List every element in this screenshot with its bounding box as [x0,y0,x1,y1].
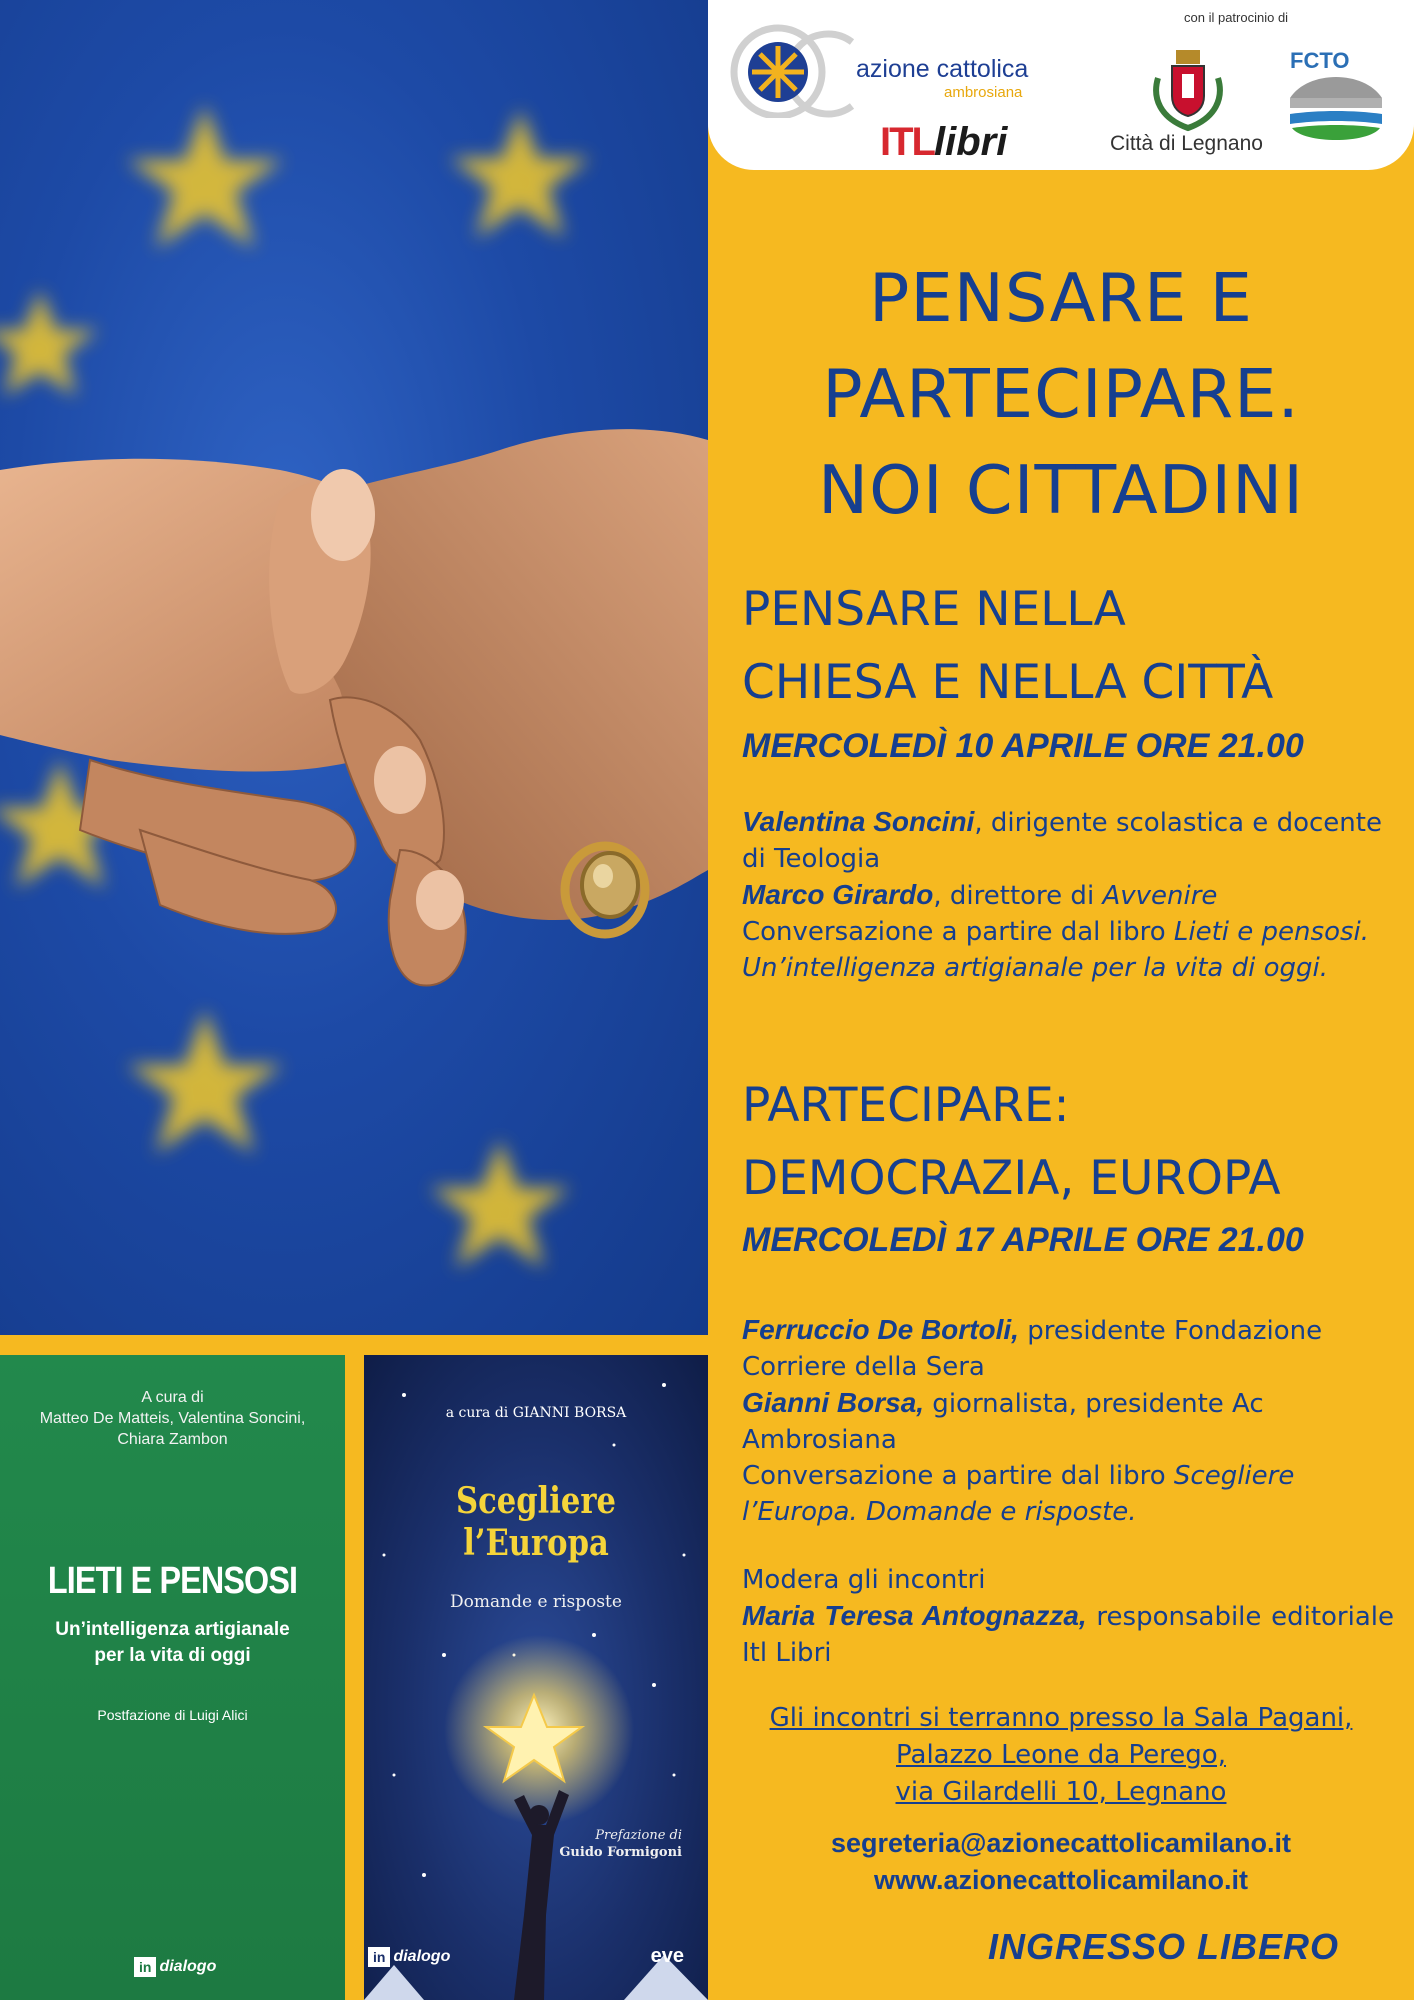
event2-speaker1-role: presidente Fondazione Corriere della Sera [742,1316,1323,1382]
event1-title-line-1: PENSARE NELLA [742,582,1126,637]
contact-email-link[interactable]: segreteria@azionecattolicamilano.it [831,1828,1291,1858]
starry-sky-illustration [364,1355,708,2000]
blue-book-title-line-2: l’Europa [463,1522,609,1564]
blue-book-publisher-logo [368,1947,450,1967]
green-book-subtitle-line-2: per la vita di oggi [94,1645,251,1666]
green-book-curated-line-3: Chiara Zambon [117,1431,228,1448]
blue-book-title [390,1480,682,1564]
fcto-label: FCTO [1290,48,1350,73]
blue-book-prefazione [559,1827,682,1861]
green-book-postfazione: Postfazione di Luigi Alici [97,1707,248,1723]
venue-line-2: Palazzo Leone da Perego, [896,1740,1226,1770]
green-book-curated-line-1: A cura di [141,1389,204,1406]
moderator-block [742,1562,1394,1671]
main-title-line-1: PENSARE E [869,259,1253,337]
azione-cattolica-sub: ambrosiana [944,84,1023,101]
event2-details [742,1312,1394,1530]
main-title-line-2: PARTECIPARE. [822,355,1300,433]
green-book-curators [0,1387,345,1450]
green-book-subtitle [0,1617,345,1669]
event1-speaker2-role: , direttore di [933,881,1103,911]
event2-speaker1-name: Ferruccio De Bortoli, [742,1314,1019,1345]
event1-title-line-2: CHIESA E NELLA CITTÀ [742,655,1274,710]
blue-book-pref-name: Guido Formigoni [559,1845,682,1860]
azione-cattolica-logo-icon [730,22,860,118]
fcto-logo-icon [1288,70,1384,146]
ingresso-libero: INGRESSO LIBERO [988,1926,1340,1967]
event1-conversation: Conversazione a partire dal libro [742,917,1174,947]
publisher-mark-icon: in [368,1947,390,1967]
blue-book-publisher: dialogo [393,1948,451,1965]
green-book-title: LIETI E PENSOSI [47,1560,298,1602]
moderator-intro: Modera gli incontri [742,1565,986,1595]
venue-info [708,1700,1414,1811]
logo-bar [708,0,1414,170]
event1-speaker2-name: Marco Girardo [742,879,934,910]
event2-book: Scegliere l’Europa. Domande e risposte. [742,1461,1295,1527]
event1-speaker1-role: , dirigente scolastica e docente di Teologia [742,808,1382,874]
venue-line-1: Gli incontri si terranno presso la Sala Pagani, [769,1703,1353,1733]
event2-date: MERCOLEDÌ 17 APRILE ORE 21.00 [742,1221,1304,1259]
main-title-line-3: NOI CITTADINI [818,451,1304,529]
venue-line-3: via Gilardelli 10, Legnano [895,1777,1227,1807]
main-title [708,250,1414,538]
green-book-publisher-logo [134,1957,216,1977]
event2-speaker2-name: Gianni Borsa, [742,1387,925,1418]
event2-title-line-1: PARTECIPARE: [742,1078,1070,1133]
green-book-subtitle-line-1: Un’intelligenza artigianale [55,1619,290,1640]
moderator-role: responsabile editoriale Itl Libri [742,1602,1394,1668]
publisher-mark-icon: in [134,1957,156,1977]
blue-book-curator: a cura di GIANNI BORSA [445,1405,627,1421]
event2-title [742,1069,1280,1215]
book-cover-scegliere-europa [364,1355,708,2000]
itl-logo-text: ITL [880,120,934,164]
libri-logo-text: libri [933,120,1008,164]
contact-website-link[interactable]: www.azionecattolicamilano.it [873,1865,1249,1895]
azione-cattolica-name: azione cattolica [856,55,1029,83]
moderator-name: Maria Teresa Antognazza, [742,1600,1087,1631]
itl-libri-logo [880,122,1007,162]
green-book-curated-line-2: Matteo De Matteis, Valentina Soncini, [39,1410,306,1427]
event1-speaker1-name: Valentina Soncini [742,806,975,837]
handshake-photo [0,0,708,1335]
handshake-eu-flag-illustration [0,0,708,1335]
legnano-crest-icon [1148,48,1228,132]
patrocinio-label: con il patrocinio di [1184,10,1289,25]
green-book-publisher: dialogo [159,1958,217,1975]
event1-speaker2-paper: Avvenire [1102,881,1218,911]
citta-di-legnano-label: Città di Legnano [1110,132,1263,155]
blue-book-title-line-1: Scegliere [456,1480,616,1522]
event2-title-line-2: DEMOCRAZIA, EUROPA [742,1151,1281,1206]
event2-conversation: Conversazione a partire dal libro [742,1461,1174,1491]
event1-details [742,804,1394,986]
event2-speaker2-role: giornalista, presidente Ac Ambrosiana [742,1389,1264,1455]
eve-publisher-logo: eve [650,1945,684,1967]
event1-date: MERCOLEDÌ 10 APRILE ORE 21.00 [742,727,1304,765]
book-cover-lieti-e-pensosi [0,1355,345,2000]
event1-book: Lieti e pensosi. Un’intelligenza artigianale per la vita di oggi. [742,917,1370,983]
event1-title [742,573,1273,719]
blue-book-pref-label: Prefazione di [595,1828,682,1843]
contact-info [708,1825,1414,1899]
blue-book-subtitle: Domande e risposte [450,1592,622,1612]
